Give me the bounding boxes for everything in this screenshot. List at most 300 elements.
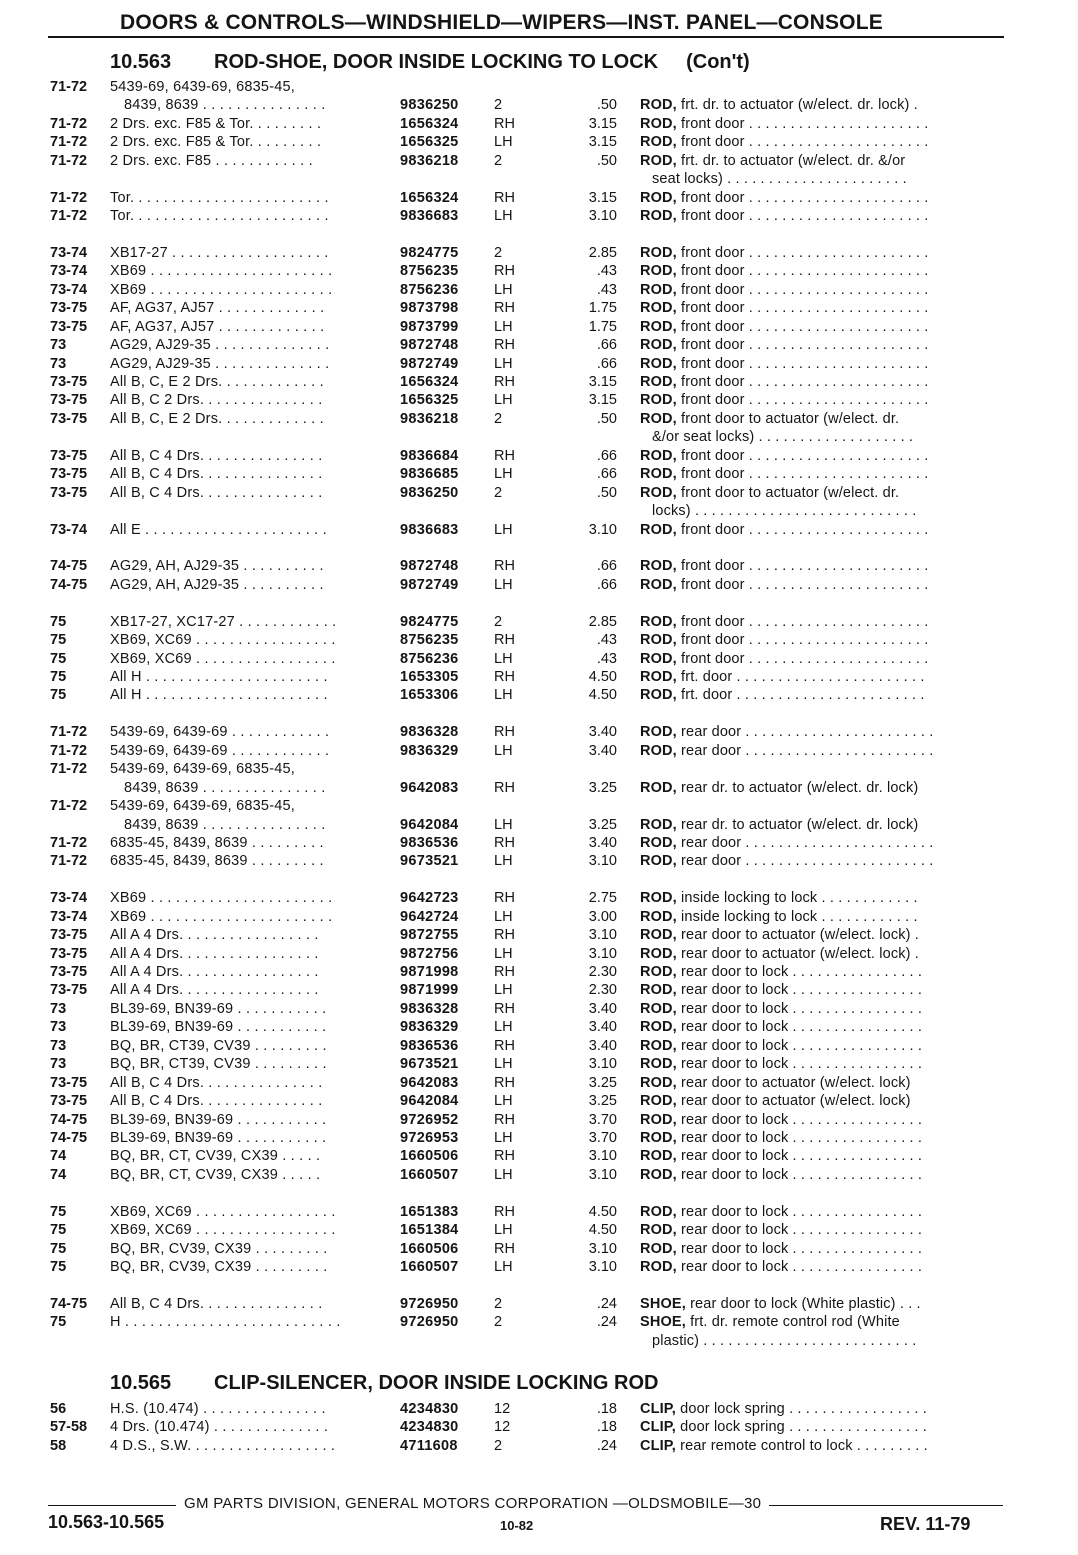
year-cell: 73-75 — [50, 318, 88, 335]
year-cell: 71-72 — [50, 152, 88, 169]
part-name: ROD, — [640, 355, 677, 372]
year-cell: 73-75 — [50, 392, 88, 409]
quantity-cell: LH — [494, 687, 513, 704]
model-cell: All B, C 4 Drs. . . . . . . . . . . . . . . — [110, 466, 323, 483]
table-row — [0, 1203, 1078, 1221]
quantity-cell: RH — [494, 834, 515, 851]
part-name: CLIP, — [640, 1437, 676, 1454]
part-name: ROD, — [640, 1000, 677, 1017]
description-cell — [640, 244, 1002, 262]
part-name: ROD, — [640, 318, 677, 335]
year-cell: 71-72 — [50, 115, 88, 132]
year-cell: 73 — [50, 337, 67, 354]
table-row — [0, 207, 1078, 225]
quantity-cell: RH — [494, 927, 515, 944]
part-description: front door . . . . . . . . . . . . . . . . . . . . . . — [681, 521, 929, 538]
year-cell: 75 — [50, 1259, 67, 1275]
price-cell: 2.30 — [588, 982, 617, 999]
year-cell: 74-75 — [50, 1111, 88, 1128]
part-number-cell: 1656325 — [400, 392, 459, 409]
model-cell: 6835-45, 8439, 8639 . . . . . . . . . — [110, 834, 324, 851]
table-row — [0, 557, 1078, 575]
model-cell: Tor. . . . . . . . . . . . . . . . . . . . . . . . — [110, 208, 329, 225]
part-description: frt. door . . . . . . . . . . . . . . . . . . . . . . . — [681, 687, 925, 704]
model-cell: All H . . . . . . . . . . . . . . . . . . . . . . — [110, 687, 328, 704]
part-name: ROD, — [640, 650, 677, 667]
description-cell — [640, 189, 1002, 207]
part-name: ROD, — [640, 982, 677, 999]
section-title-10565 — [110, 1371, 658, 1395]
quantity-cell: 2 — [494, 152, 503, 169]
part-name: ROD, — [640, 1056, 677, 1073]
parts-table-10565 — [0, 1400, 1078, 1455]
year-cell: 75 — [50, 1222, 67, 1239]
quantity-cell: LH — [494, 816, 513, 833]
part-name: ROD, — [640, 374, 677, 390]
model-cell: All B, C, E 2 Drs. . . . . . . . . . . . . — [110, 410, 324, 427]
model-cell: All B, C 4 Drs. . . . . . . . . . . . . . . — [110, 1074, 323, 1091]
model-cell: 8439, 8639 . . . . . . . . . . . . . . . — [124, 816, 326, 833]
price-cell: 1.75 — [588, 318, 617, 335]
model-cell: XB69, XC69 . . . . . . . . . . . . . . . . . — [110, 1222, 336, 1239]
model-cell: All B, C, E 2 Drs. . . . . . . . . . . . . — [110, 374, 324, 390]
part-description: &/or seat locks) . . . . . . . . . . . . . . . . . . . — [652, 429, 914, 446]
description-cell — [640, 410, 1002, 428]
price-cell: 3.10 — [588, 1056, 617, 1073]
description-cell — [640, 207, 1002, 225]
price-cell: 3.40 — [588, 1019, 617, 1036]
part-number-cell: 8756236 — [400, 650, 459, 667]
model-cell: 5439-69, 6439-69, 6835-45, — [110, 79, 295, 95]
price-cell: .50 — [596, 97, 617, 114]
price-cell: 3.10 — [588, 853, 617, 870]
year-cell: 73-75 — [50, 447, 88, 464]
part-name: CLIP, — [640, 1419, 676, 1436]
quantity-cell: 2 — [494, 484, 503, 501]
part-name: ROD, — [640, 779, 677, 796]
year-cell: 73-75 — [50, 466, 88, 483]
model-cell: All B, C 4 Drs. . . . . . . . . . . . . . . — [110, 1295, 323, 1312]
year-cell: 71-72 — [50, 79, 88, 95]
table-row — [0, 428, 1078, 446]
table-row — [0, 96, 1078, 114]
model-cell: BQ, BR, CT39, CV39 . . . . . . . . . — [110, 1037, 327, 1054]
price-cell: 4.50 — [588, 669, 617, 685]
part-number-cell: 9872756 — [400, 945, 459, 962]
part-name: ROD, — [640, 97, 677, 114]
quantity-cell: LH — [494, 982, 513, 999]
quantity-cell: LH — [494, 1129, 513, 1146]
part-number-cell: 9836218 — [400, 410, 459, 427]
description-cell — [640, 1111, 1002, 1129]
quantity-cell: LH — [494, 908, 513, 925]
part-description: front door . . . . . . . . . . . . . . . . . . . . . . — [681, 613, 929, 630]
table-row — [0, 484, 1078, 502]
part-number-cell: 1656324 — [400, 374, 459, 390]
table-row — [0, 1018, 1078, 1036]
part-number-cell: 9673521 — [400, 853, 459, 870]
price-cell: 3.25 — [588, 779, 617, 796]
table-row — [0, 631, 1078, 649]
price-cell: 3.10 — [588, 945, 617, 962]
quantity-cell: RH — [494, 115, 515, 132]
part-number-cell: 9836328 — [400, 1000, 459, 1017]
table-row — [0, 318, 1078, 336]
table-row — [0, 502, 1078, 520]
part-description: rear dr. to actuator (w/elect. dr. lock) — [681, 779, 919, 796]
part-name: ROD, — [640, 632, 677, 649]
description-cell — [640, 889, 1002, 907]
part-description: front door . . . . . . . . . . . . . . . . . . . . . . — [681, 447, 929, 464]
year-cell: 73-75 — [50, 410, 88, 427]
table-row — [0, 410, 1078, 428]
table-row — [0, 391, 1078, 409]
quantity-cell: LH — [494, 134, 513, 151]
part-name: ROD, — [640, 853, 677, 870]
table-row — [0, 1221, 1078, 1239]
model-cell: BL39-69, BN39-69 . . . . . . . . . . . — [110, 1111, 327, 1128]
table-row — [0, 1037, 1078, 1055]
table-row — [0, 226, 1078, 244]
part-description: plastic) . . . . . . . . . . . . . . . . . . . . . . . . . . — [652, 1332, 917, 1349]
price-cell: .50 — [596, 410, 617, 427]
part-number-cell: 9872749 — [400, 355, 459, 372]
table-row — [0, 539, 1078, 557]
part-description: rear remote control to lock . . . . . . . . . — [680, 1437, 928, 1454]
price-cell: 1.75 — [588, 300, 617, 317]
model-cell: AG29, AJ29-35 . . . . . . . . . . . . . . — [110, 337, 330, 354]
year-cell: 75 — [50, 669, 67, 685]
description-cell — [640, 152, 1002, 170]
year-cell: 75 — [50, 650, 67, 667]
quantity-cell: RH — [494, 964, 515, 980]
model-cell: All A 4 Drs. . . . . . . . . . . . . . . . . — [110, 982, 319, 999]
description-cell — [640, 299, 1002, 317]
table-row — [0, 613, 1078, 631]
description-cell — [640, 908, 1002, 926]
quantity-cell: RH — [494, 189, 515, 206]
part-number-cell: 9824775 — [400, 613, 459, 630]
year-cell: 75 — [50, 613, 67, 630]
table-row — [0, 945, 1078, 963]
table-row — [0, 133, 1078, 151]
table-row — [0, 1129, 1078, 1147]
quantity-cell: LH — [494, 945, 513, 962]
description-cell — [640, 391, 1002, 409]
price-cell: 3.40 — [588, 834, 617, 851]
table-row — [0, 465, 1078, 483]
table-row — [0, 650, 1078, 668]
part-number-cell: 1656324 — [400, 115, 459, 132]
year-cell: 74-75 — [50, 1129, 88, 1146]
part-name: ROD, — [640, 669, 677, 685]
description-cell — [640, 686, 1002, 704]
part-description: rear door . . . . . . . . . . . . . . . . . . . . . . . — [681, 724, 934, 741]
part-number-cell: 4234830 — [400, 1401, 459, 1417]
part-number-cell: 9836328 — [400, 724, 459, 741]
part-description: front door . . . . . . . . . . . . . . . . . . . . . . — [681, 466, 929, 483]
table-row — [0, 1166, 1078, 1184]
part-name: ROD, — [640, 558, 677, 575]
model-cell: 8439, 8639 . . . . . . . . . . . . . . . — [124, 779, 326, 796]
year-cell: 73-74 — [50, 908, 88, 925]
part-description: frt. door . . . . . . . . . . . . . . . . . . . . . . . — [681, 669, 925, 685]
part-name: ROD, — [640, 1019, 677, 1036]
part-description: rear door to lock . . . . . . . . . . . . . . . . — [681, 1037, 923, 1054]
table-row — [0, 834, 1078, 852]
table-row — [0, 926, 1078, 944]
year-cell: 75 — [50, 1240, 67, 1257]
model-cell: BQ, BR, CT39, CV39 . . . . . . . . . — [110, 1056, 327, 1073]
quantity-cell: RH — [494, 374, 515, 390]
page-header: DOORS & CONTROLS—WINDSHIELD—WIPERS—INST. PANEL—CONSOLE — [48, 10, 1004, 38]
part-number-cell: 9836684 — [400, 447, 459, 464]
description-cell — [640, 981, 1002, 999]
part-name: ROD, — [640, 447, 677, 464]
part-number-cell: 9836250 — [400, 484, 459, 501]
part-number-cell: 9873798 — [400, 300, 459, 317]
part-name: ROD, — [640, 1259, 677, 1275]
price-cell: 3.70 — [588, 1111, 617, 1128]
part-number-cell: 9836536 — [400, 834, 459, 851]
model-cell: AF, AG37, AJ57 . . . . . . . . . . . . . — [110, 318, 325, 335]
model-cell: BL39-69, BN39-69 . . . . . . . . . . . — [110, 1000, 327, 1017]
table-row — [0, 262, 1078, 280]
part-description: front door . . . . . . . . . . . . . . . . . . . . . . — [681, 650, 929, 667]
part-description: door lock spring . . . . . . . . . . . . . . . . . — [680, 1419, 927, 1436]
part-number-cell: 9873799 — [400, 318, 459, 335]
model-cell: XB69 . . . . . . . . . . . . . . . . . . . . . . — [110, 263, 333, 280]
description-cell — [640, 133, 1002, 151]
part-number-cell: 9726953 — [400, 1129, 459, 1146]
year-cell: 73-75 — [50, 927, 88, 944]
footer-page-number: 10-82 — [500, 1518, 534, 1533]
quantity-cell: LH — [494, 1093, 513, 1110]
table-row — [0, 705, 1078, 723]
year-cell: 74-75 — [50, 1295, 88, 1312]
model-cell: All A 4 Drs. . . . . . . . . . . . . . . . . — [110, 964, 319, 980]
table-row — [0, 797, 1078, 815]
year-cell: 74 — [50, 1166, 67, 1183]
part-name: ROD, — [640, 189, 677, 206]
description-cell — [640, 1221, 1002, 1239]
part-name: SHOE, — [640, 1295, 686, 1312]
year-cell: 73-75 — [50, 374, 88, 390]
part-name: ROD, — [640, 392, 677, 409]
year-cell: 73 — [50, 1000, 67, 1017]
model-cell: BQ, BR, CV39, CX39 . . . . . . . . . — [110, 1259, 328, 1275]
price-cell: .18 — [596, 1419, 617, 1436]
model-cell: All B, C 4 Drs. . . . . . . . . . . . . . . — [110, 484, 323, 501]
part-description: front door . . . . . . . . . . . . . . . . . . . . . . — [681, 558, 929, 575]
part-number-cell: 1660506 — [400, 1240, 459, 1257]
section-continued: (Con't) — [686, 51, 750, 73]
part-description: rear door to actuator (w/elect. lock) . — [681, 945, 919, 962]
quantity-cell: LH — [494, 466, 513, 483]
quantity-cell: LH — [494, 576, 513, 593]
table-row — [0, 355, 1078, 373]
year-cell: 73-75 — [50, 964, 88, 980]
table-row — [0, 336, 1078, 354]
quantity-cell: RH — [494, 337, 515, 354]
model-cell: AG29, AH, AJ29-35 . . . . . . . . . . — [110, 558, 324, 575]
year-cell: 71-72 — [50, 189, 88, 206]
section-heading: CLIP-SILENCER, DOOR INSIDE LOCKING ROD — [214, 1372, 659, 1394]
table-row — [0, 1240, 1078, 1258]
part-description: door lock spring . . . . . . . . . . . . . . . . . — [680, 1401, 927, 1417]
price-cell: .43 — [596, 632, 617, 649]
part-number-cell: 9836536 — [400, 1037, 459, 1054]
section-heading: ROD-SHOE, DOOR INSIDE LOCKING TO LOCK — [214, 51, 659, 73]
description-cell — [640, 650, 1002, 668]
quantity-cell: 2 — [494, 97, 503, 114]
year-cell: 71-72 — [50, 761, 88, 778]
table-row — [0, 1295, 1078, 1313]
price-cell: 3.40 — [588, 724, 617, 741]
model-cell: 5439-69, 6439-69, 6835-45, — [110, 798, 295, 815]
part-description: rear door to lock . . . . . . . . . . . . . . . . — [681, 964, 923, 980]
model-cell: H.S. (10.474) . . . . . . . . . . . . . . . — [110, 1401, 326, 1417]
part-description: rear door to lock . . . . . . . . . . . . . . . . — [681, 1111, 923, 1128]
quantity-cell: RH — [494, 1074, 515, 1091]
part-number-cell: 9726950 — [400, 1314, 459, 1331]
description-cell — [640, 1055, 1002, 1073]
price-cell: 2.85 — [588, 244, 617, 261]
model-cell: 4 D.S., S.W. . . . . . . . . . . . . . . . . . — [110, 1437, 336, 1454]
description-cell — [640, 1437, 1002, 1455]
price-cell: 3.15 — [588, 392, 617, 409]
part-description: rear door to lock . . . . . . . . . . . . . . . . — [681, 1019, 923, 1036]
description-cell — [640, 521, 1002, 539]
part-number-cell: 9642084 — [400, 816, 459, 833]
model-cell: 2 Drs. exc. F85 & Tor. . . . . . . . . — [110, 115, 322, 132]
description-cell — [640, 852, 1002, 870]
description-cell — [640, 502, 1002, 520]
part-name: ROD, — [640, 521, 677, 538]
quantity-cell: RH — [494, 1203, 515, 1220]
table-row — [0, 889, 1078, 907]
table-row — [0, 981, 1078, 999]
part-description: rear door to lock . . . . . . . . . . . . . . . . — [681, 1148, 923, 1165]
table-row — [0, 908, 1078, 926]
price-cell: 3.10 — [588, 521, 617, 538]
part-number-cell: 1660507 — [400, 1259, 459, 1275]
section-number: 10.563 — [110, 51, 172, 73]
model-cell: Tor. . . . . . . . . . . . . . . . . . . . . . . . — [110, 189, 329, 206]
part-name: ROD, — [640, 484, 677, 501]
part-description: rear door to lock . . . . . . . . . . . . . . . . — [681, 1259, 923, 1275]
year-cell: 73-75 — [50, 945, 88, 962]
table-row — [0, 1092, 1078, 1110]
model-cell: BQ, BR, CT, CV39, CX39 . . . . . — [110, 1148, 321, 1165]
price-cell: 2.75 — [588, 890, 617, 907]
price-cell: .50 — [596, 484, 617, 501]
description-cell — [640, 1418, 1002, 1436]
part-name: ROD, — [640, 1148, 677, 1165]
table-row — [0, 1400, 1078, 1418]
quantity-cell: LH — [494, 318, 513, 335]
part-name: ROD, — [640, 816, 677, 833]
description-cell — [640, 557, 1002, 575]
quantity-cell: RH — [494, 890, 515, 907]
part-name: ROD, — [640, 1203, 677, 1220]
year-cell: 71-72 — [50, 134, 88, 151]
description-cell — [640, 613, 1002, 631]
part-name: ROD, — [640, 281, 677, 298]
price-cell: 3.15 — [588, 374, 617, 390]
part-name: CLIP, — [640, 1401, 676, 1417]
part-number-cell: 9871998 — [400, 964, 459, 980]
model-cell: XB17-27, XC17-27 . . . . . . . . . . . . — [110, 613, 337, 630]
part-name: ROD, — [640, 945, 677, 962]
model-cell: BL39-69, BN39-69 . . . . . . . . . . . — [110, 1019, 327, 1036]
price-cell: 3.40 — [588, 1000, 617, 1017]
quantity-cell: LH — [494, 208, 513, 225]
quantity-cell: 2 — [494, 1437, 503, 1454]
part-number-cell: 9872755 — [400, 927, 459, 944]
price-cell: 3.40 — [588, 1037, 617, 1054]
description-cell — [640, 1240, 1002, 1258]
part-description: rear door . . . . . . . . . . . . . . . . . . . . . . . — [681, 834, 934, 851]
quantity-cell: RH — [494, 300, 515, 317]
part-name: ROD, — [640, 742, 677, 759]
part-number-cell: 9836329 — [400, 1019, 459, 1036]
model-cell: All B, C 2 Drs. . . . . . . . . . . . . . . — [110, 392, 323, 409]
table-row — [0, 521, 1078, 539]
price-cell: 4.50 — [588, 1203, 617, 1220]
description-cell — [640, 281, 1002, 299]
year-cell: 57-58 — [50, 1419, 88, 1436]
part-number-cell: 9642083 — [400, 1074, 459, 1091]
description-cell — [640, 926, 1002, 944]
part-number-cell: 1656324 — [400, 189, 459, 206]
part-description: rear door to actuator (w/elect. lock) — [681, 1074, 911, 1091]
quantity-cell: RH — [494, 1240, 515, 1257]
description-cell — [640, 262, 1002, 280]
year-cell: 74 — [50, 1148, 67, 1165]
part-number-cell: 9871999 — [400, 982, 459, 999]
year-cell: 75 — [50, 632, 67, 649]
description-cell — [640, 1166, 1002, 1184]
year-cell: 71-72 — [50, 834, 88, 851]
quantity-cell: LH — [494, 742, 513, 759]
description-cell — [640, 1018, 1002, 1036]
part-number-cell: 9642084 — [400, 1093, 459, 1110]
table-row — [0, 152, 1078, 170]
part-description: front door . . . . . . . . . . . . . . . . . . . . . . — [681, 632, 929, 649]
price-cell: 3.25 — [588, 1093, 617, 1110]
part-description: front door to actuator (w/elect. dr. — [681, 484, 900, 501]
year-cell: 75 — [50, 687, 67, 704]
model-cell: 4 Drs. (10.474) . . . . . . . . . . . . . . — [110, 1419, 329, 1436]
table-row — [0, 1276, 1078, 1294]
part-description: rear door to lock . . . . . . . . . . . . . . . . — [681, 1129, 923, 1146]
part-name: ROD, — [640, 263, 677, 280]
year-cell: 73-75 — [50, 1093, 88, 1110]
model-cell: All E . . . . . . . . . . . . . . . . . . . . . . — [110, 521, 327, 538]
description-cell — [640, 447, 1002, 465]
price-cell: 4.50 — [588, 1222, 617, 1239]
price-cell: .24 — [596, 1314, 617, 1331]
part-description: front door . . . . . . . . . . . . . . . . . . . . . . — [681, 134, 929, 151]
price-cell: 3.15 — [588, 189, 617, 206]
quantity-cell: RH — [494, 263, 515, 280]
model-cell: XB69 . . . . . . . . . . . . . . . . . . . . . . — [110, 908, 333, 925]
year-cell: 71-72 — [50, 742, 88, 759]
price-cell: .50 — [596, 152, 617, 169]
table-row — [0, 871, 1078, 889]
model-cell: AG29, AH, AJ29-35 . . . . . . . . . . — [110, 576, 324, 593]
